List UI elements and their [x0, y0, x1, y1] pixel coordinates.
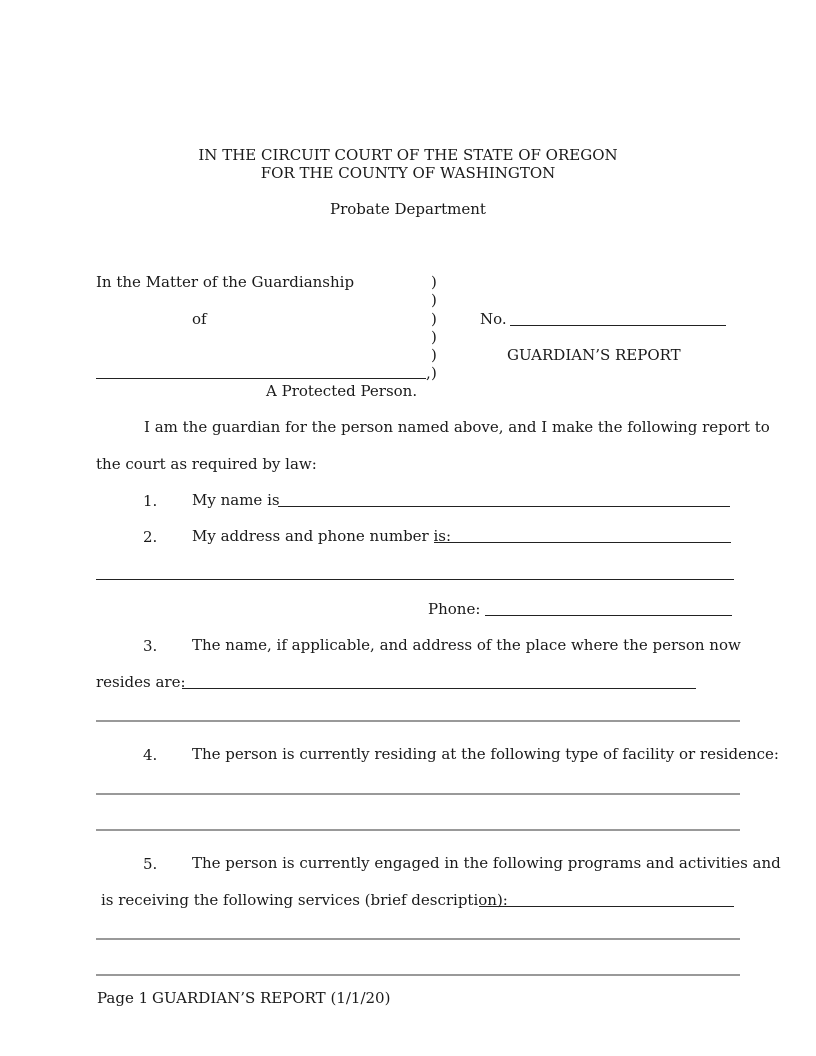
item3-line2: resides are:: [96, 673, 186, 691]
item5-line1: The person is currently engaged in the following programs and activities and: [192, 854, 781, 872]
caption-paren: ): [431, 346, 437, 364]
facility-type-field-line2[interactable]: [96, 829, 740, 831]
case-number-label: No.: [480, 310, 507, 328]
of-label: of: [192, 310, 207, 328]
footer-title: GUARDIAN’S REPORT (1/1/20): [152, 989, 391, 1007]
caption-paren: ): [431, 364, 437, 382]
item2-number: 2.: [143, 528, 158, 546]
residence-field-line2[interactable]: [96, 720, 740, 722]
document-title: GUARDIAN’S REPORT: [507, 346, 681, 364]
protected-person-name-field[interactable]: [96, 378, 426, 379]
item4-number: 4.: [143, 746, 158, 764]
services-field[interactable]: [479, 906, 734, 907]
comma: ,: [426, 364, 431, 382]
services-field-line2[interactable]: [96, 938, 740, 940]
item3-line1: The name, if applicable, and address of the place where the person now: [192, 636, 741, 654]
court-title-line2: FOR THE COUNTY OF WASHINGTON: [260, 164, 556, 182]
services-field-line3[interactable]: [96, 974, 740, 976]
item2-label: My address and phone number is:: [192, 527, 452, 545]
phone-label: Phone:: [428, 600, 481, 618]
department-label: Probate Department: [330, 200, 486, 218]
item1-number: 1.: [143, 492, 158, 510]
item5-line2: is receiving the following services (brief description):: [101, 891, 508, 909]
case-number-field[interactable]: [510, 325, 726, 326]
item4-line1: The person is currently residing at the following type of facility or residence:: [192, 745, 779, 763]
court-title-line1: IN THE CIRCUIT COURT OF THE STATE OF OREGON: [198, 146, 618, 164]
address-field-line2[interactable]: [96, 579, 734, 580]
item1-label: My name is: [192, 491, 280, 509]
item3-number: 3.: [143, 637, 158, 655]
facility-type-field[interactable]: [96, 793, 740, 795]
item5-number: 5.: [143, 855, 158, 873]
caption-paren: ): [431, 328, 437, 346]
matter-label: In the Matter of the Guardianship: [96, 273, 355, 291]
name-field[interactable]: [278, 506, 730, 507]
footer-page-number: Page 1: [97, 989, 149, 1007]
residence-field[interactable]: [182, 688, 696, 689]
intro-line1: I am the guardian for the person named above, and I make the following report to: [144, 418, 770, 436]
caption-paren: ): [431, 291, 437, 309]
protected-person-label: A Protected Person.: [266, 382, 418, 400]
intro-line2: the court as required by law:: [96, 455, 317, 473]
phone-field[interactable]: [485, 615, 732, 616]
address-field[interactable]: [434, 542, 731, 543]
caption-paren: ): [431, 310, 437, 328]
caption-paren: ): [431, 273, 437, 291]
